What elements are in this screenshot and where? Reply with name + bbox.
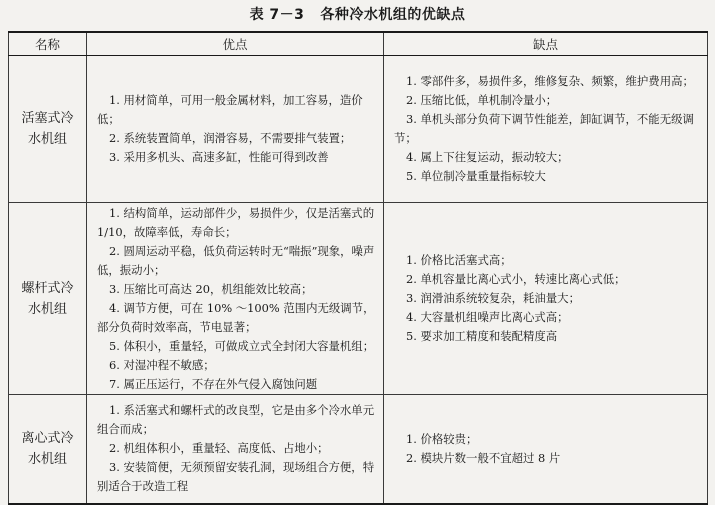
caption-number: 表 7－3 [249, 7, 305, 23]
advantage-item: 2. 圆周运动平稳，低负荷运转时无“喘振”现象，噪声低，振动小； [97, 243, 375, 277]
unit-type-name-line: 水机组 [27, 132, 67, 147]
unit-type-name [9, 203, 87, 395]
comparison-table [8, 31, 708, 505]
cons-cell [384, 203, 708, 395]
unit-type-name-line: 水机组 [27, 451, 67, 467]
pros-cell [87, 56, 384, 203]
pros-cell [87, 203, 384, 395]
header-cons: 缺点 [384, 32, 708, 56]
unit-type-name-line: 螺杆式冷 [21, 280, 74, 296]
cons-cell [384, 395, 708, 504]
table-row [9, 395, 708, 504]
disadvantage-item: 4. 大容量机组噪声比离心式高； [406, 310, 569, 324]
disadvantage-item: 2. 单机容量比离心式小，转速比离心式低； [406, 272, 626, 286]
advantage-item: 3. 采用多机头、高速多缸，性能可得到改善 [109, 150, 329, 164]
table-caption [0, 4, 715, 24]
disadvantage-item: 3. 润滑油系统较复杂，耗油量大； [406, 291, 580, 305]
disadvantage-item: 1. 价格比活塞式高； [406, 253, 512, 267]
disadvantage-item: 2. 压缩比低，单机制冷量小； [406, 93, 558, 107]
advantage-item: 1. 用材简单，可用一般金属材料，加工容易，造价低； [97, 93, 363, 126]
table-row [9, 203, 708, 395]
advantage-item: 6. 对湿冲程不敏感； [109, 357, 215, 372]
advantage-item: 3. 压缩比可高达 20，机组能效比较高； [109, 281, 313, 296]
cons-cell [384, 56, 708, 203]
advantage-item: 1. 结构简单，运动部件少，易损件少，仅是活塞式的 1/10，故障率低，寿命长； [97, 205, 375, 239]
disadvantage-item: 5. 要求加工精度和装配精度高 [406, 329, 558, 343]
header-pros: 优点 [87, 32, 384, 56]
disadvantage-item: 2. 模块片数一般不宜超过 8 片 [406, 450, 561, 465]
unit-type-name-line: 离心式冷 [21, 430, 74, 446]
unit-type-name-line: 水机组 [27, 301, 67, 317]
unit-type-name-line: 活塞式冷 [21, 111, 74, 126]
unit-type-name [9, 395, 87, 504]
pros-cell [87, 395, 384, 504]
disadvantage-item: 3. 单机头部分负荷下调节性能差，卸缸调节，不能无级调节； [394, 112, 694, 145]
table-row [9, 56, 708, 203]
disadvantage-item: 1. 零部件多，易损件多，维修复杂、频繁，维护费用高； [406, 74, 694, 88]
header-row [9, 32, 708, 56]
advantage-item: 2. 机组体积小，重量轻、高度低、占地小； [109, 441, 329, 456]
advantage-item: 4. 调节方便，可在 10% ～100% 范围内无级调节，部分负荷时效率高，节电显著； [97, 300, 375, 334]
advantage-item: 2. 系统装置简单，润滑容易，不需要排气装置； [109, 131, 352, 145]
disadvantage-item: 5. 单位制冷量重量指标较大 [406, 169, 546, 183]
unit-type-name [9, 56, 87, 203]
header-name: 名称 [9, 32, 87, 56]
advantage-item: 1. 系活塞式和螺杆式的改良型，它是由多个冷水单元组合而成； [97, 403, 375, 437]
disadvantage-item: 4. 属上下往复运动，振动较大； [406, 150, 569, 164]
advantage-item: 3. 安装简便，无须预留安装孔洞，现场组合方便，特别适合于改造工程 [97, 460, 375, 494]
caption-text: 各种冷水机组的优缺点 [320, 7, 466, 23]
advantage-item: 5. 体积小，重量轻，可做成立式全封闭大容量机组； [109, 338, 375, 353]
disadvantage-item: 1. 价格较贵； [406, 431, 478, 446]
advantage-item: 7. 属正压运行，不存在外气侵入腐蚀问题 [109, 376, 318, 391]
